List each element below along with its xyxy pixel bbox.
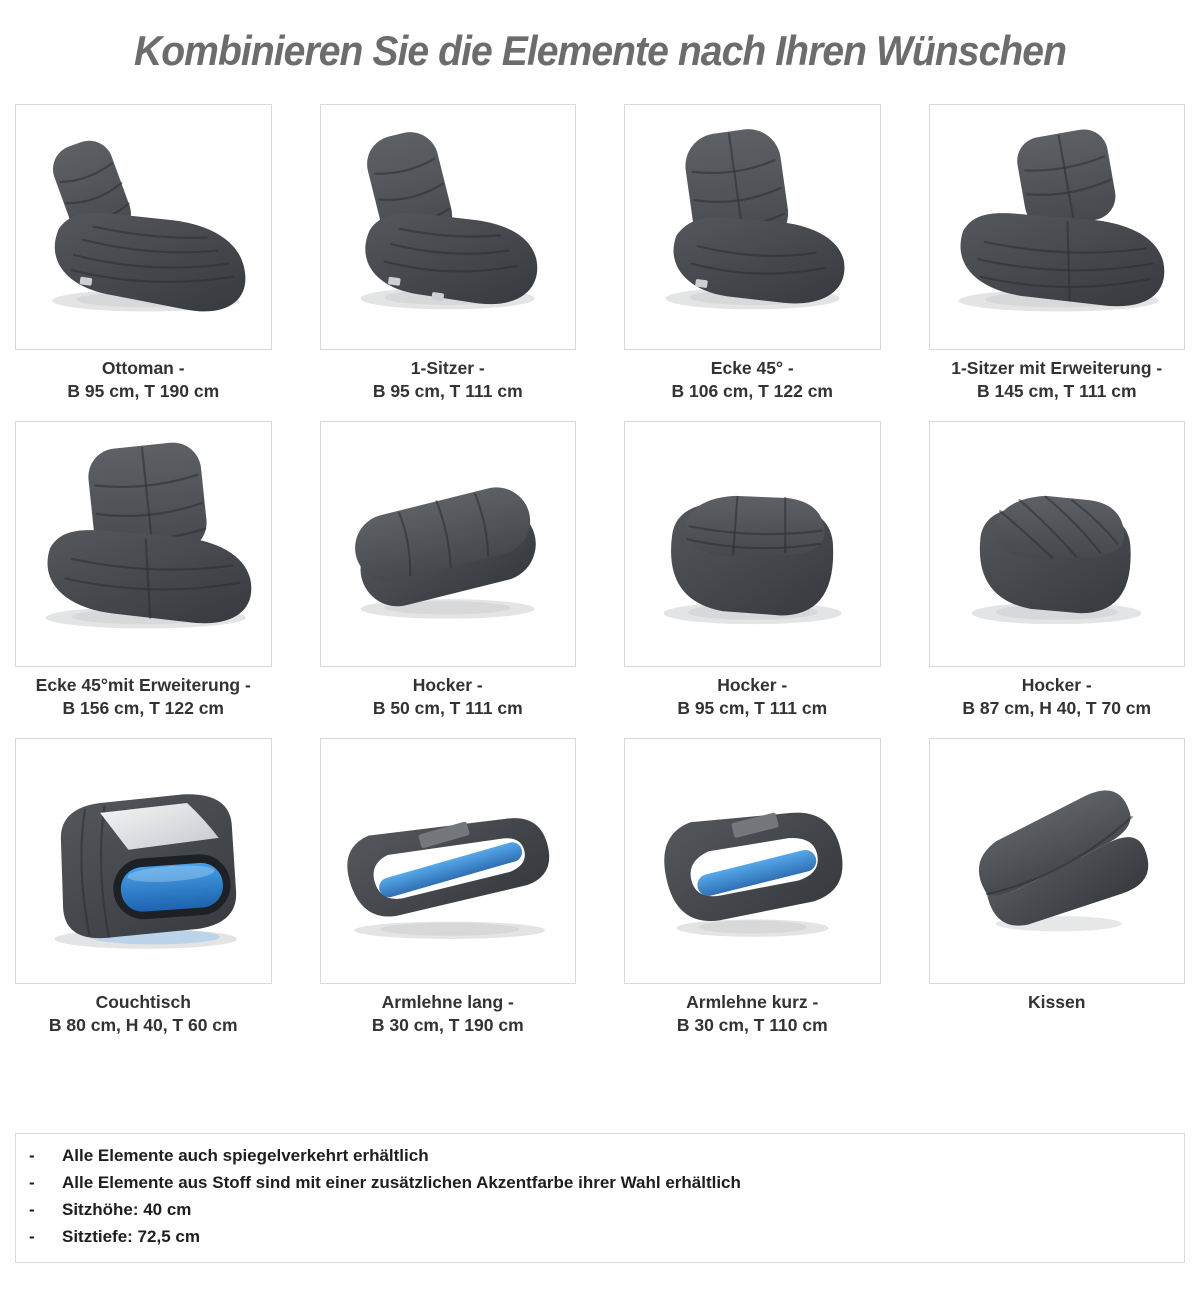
product-card — [320, 738, 577, 1041]
product-card — [15, 104, 272, 407]
product-dimensions: B 156 cm, T 122 cm — [62, 698, 224, 718]
product-card — [624, 104, 881, 407]
note-row — [16, 1142, 1184, 1169]
product-dimensions: B 80 cm, H 40, T 60 cm — [48, 1015, 238, 1035]
product-name: 1-Sitzer - — [410, 358, 485, 378]
note-bullet: - — [29, 1146, 35, 1165]
note-row — [16, 1223, 1184, 1250]
product-caption — [929, 357, 1186, 407]
product-dimensions: B 30 cm, T 190 cm — [371, 1015, 524, 1035]
product-dimensions: B 87 cm, H 40, T 70 cm — [962, 698, 1152, 718]
product-image-pillow — [929, 738, 1186, 984]
page-title: Kombinieren Sie die Elemente nach Ihren Wünschen — [133, 27, 1067, 74]
note-text: Sitzhöhe: 40 cm — [62, 1200, 192, 1219]
product-caption — [624, 357, 881, 407]
product-caption — [929, 991, 1186, 1041]
product-name: 1-Sitzer mit Erweiterung - — [951, 358, 1163, 378]
product-card — [929, 738, 1186, 1041]
product-image-one-seater — [320, 104, 577, 350]
product-caption — [624, 991, 881, 1041]
product-caption — [320, 674, 577, 724]
product-caption — [624, 674, 881, 724]
product-card — [320, 104, 577, 407]
product-caption — [320, 357, 577, 407]
product-card — [15, 738, 272, 1041]
product-image-stool-square — [929, 421, 1186, 667]
note-bullet: - — [29, 1227, 35, 1246]
product-name: Armlehne kurz - — [686, 992, 819, 1012]
product-dimensions: B 95 cm, T 111 cm — [677, 698, 828, 718]
product-name: Couchtisch — [95, 992, 191, 1012]
product-image-coffee-table — [15, 738, 272, 984]
product-image-armrest-short — [624, 738, 881, 984]
product-name: Kissen — [1028, 992, 1086, 1012]
notes-box — [15, 1133, 1185, 1263]
product-dimensions: B 50 cm, T 111 cm — [372, 698, 523, 718]
product-card — [320, 421, 577, 724]
note-text: Alle Elemente auch spiegelverkehrt erhältlich — [62, 1146, 429, 1165]
product-name: Hocker - — [1021, 675, 1092, 695]
note-bullet: - — [29, 1173, 35, 1192]
product-dimensions: B 106 cm, T 122 cm — [671, 381, 833, 401]
product-card — [624, 738, 881, 1041]
note-row — [16, 1169, 1184, 1196]
product-dimensions: B 30 cm, T 110 cm — [676, 1015, 828, 1035]
product-name: Hocker - — [412, 675, 483, 695]
product-dimensions: B 95 cm, T 190 cm — [67, 381, 220, 401]
product-caption — [929, 674, 1186, 724]
product-image-corner-45 — [624, 104, 881, 350]
product-name: Hocker - — [717, 675, 788, 695]
product-caption — [15, 991, 272, 1041]
product-image-ottoman — [15, 104, 272, 350]
product-grid — [0, 104, 1200, 1041]
note-row — [16, 1196, 1184, 1223]
product-card — [929, 421, 1186, 724]
product-name: Ecke 45° - — [710, 358, 794, 378]
product-caption — [15, 674, 272, 724]
product-image-stool-narrow — [320, 421, 577, 667]
product-card — [929, 104, 1186, 407]
product-image-stool-wide — [624, 421, 881, 667]
product-dimensions: B 145 cm, T 111 cm — [976, 381, 1137, 401]
product-caption — [15, 357, 272, 407]
note-bullet: - — [29, 1200, 35, 1219]
product-card — [624, 421, 881, 724]
product-card — [15, 421, 272, 724]
product-name: Armlehne lang - — [381, 992, 514, 1012]
note-text: Sitztiefe: 72,5 cm — [62, 1227, 200, 1246]
product-image-armrest-long — [320, 738, 577, 984]
product-name: Ecke 45°mit Erweiterung - — [35, 675, 251, 695]
note-text: Alle Elemente aus Stoff sind mit einer zusätzlichen Akzentfarbe ihrer Wahl erhältlich — [62, 1173, 741, 1192]
product-dimensions: B 95 cm, T 111 cm — [372, 381, 523, 401]
product-image-one-seater-extension — [929, 104, 1186, 350]
product-image-corner-45-extension — [15, 421, 272, 667]
product-caption — [320, 991, 577, 1041]
product-name: Ottoman - — [101, 358, 185, 378]
